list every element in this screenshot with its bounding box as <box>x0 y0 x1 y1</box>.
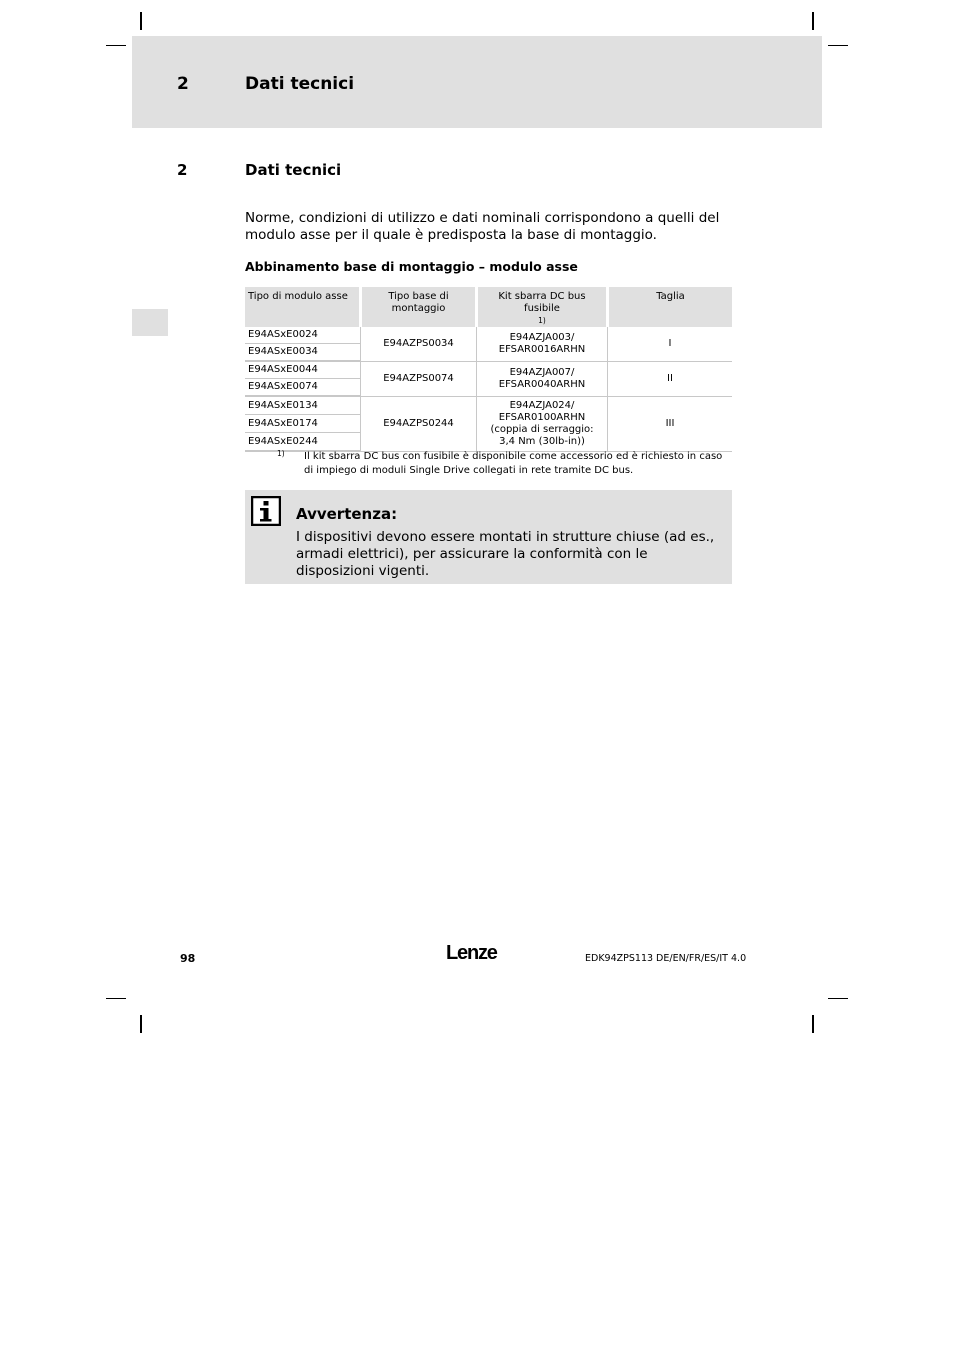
crop-mark <box>812 12 814 30</box>
footnote-text: Il kit sbarra DC bus con fusibile è disponibile come accessorio ed è richiesto in caso di impiego di moduli Single Drive collegati in rete tramite DC bus. <box>304 451 723 476</box>
module-type-cell: E94ASxE0044 <box>245 361 361 379</box>
crop-mark <box>106 45 126 46</box>
crop-mark <box>828 45 848 46</box>
footnote-mark: 1) <box>277 449 285 458</box>
kit-line: E94AZJA003/ <box>509 331 575 343</box>
kit-line: (coppia di serraggio: <box>490 423 594 435</box>
header-size: Taglia <box>608 287 733 327</box>
crop-mark <box>828 998 848 999</box>
base-type-cell: E94AZPS0074 <box>361 361 477 396</box>
header-base: Tipo base di montaggio <box>361 287 477 327</box>
page-number: 98 <box>180 952 196 965</box>
kit-line: EFSAR0100ARHN <box>498 411 586 423</box>
chapter-title: Dati tecnici <box>245 74 355 94</box>
module-type-cell: E94ASxE0134 <box>245 396 361 415</box>
kit-line: EFSAR0016ARHN <box>498 343 586 355</box>
document-code: EDK94ZPS113 DE/EN/FR/ES/IT 4.0 <box>585 953 747 964</box>
section-number: 2 <box>177 161 188 179</box>
module-type-cell: E94ASxE0074 <box>245 379 361 397</box>
note-title: Avvertenza: <box>296 505 398 523</box>
kit-cell <box>477 327 608 361</box>
kit-line: E94AZJA024/ <box>509 399 575 411</box>
kit-cell <box>477 361 608 396</box>
module-type-cell: E94ASxE0244 <box>245 433 361 452</box>
module-type-cell: E94ASxE0034 <box>245 344 361 362</box>
intro-paragraph: Norme, condizioni di utilizzo e dati nominali corrispondono a quelli del modulo asse per il quale è predisposta la base di montaggio. <box>245 210 720 243</box>
kit-line: 3,4 Nm (30lb-in)) <box>499 435 585 447</box>
header-type: Tipo di modulo asse <box>245 287 361 327</box>
kit-cell <box>477 396 608 451</box>
kit-line: E94AZJA007/ <box>509 366 575 378</box>
info-icon <box>251 496 281 526</box>
crop-mark <box>812 1015 814 1033</box>
size-cell: II <box>608 361 733 396</box>
module-type-cell: E94ASxE0174 <box>245 415 361 433</box>
size-cell: I <box>608 327 733 361</box>
chapter-side-tab <box>132 309 168 336</box>
section-title: Dati tecnici <box>245 161 342 179</box>
table-heading: Abbinamento base di montaggio – modulo asse <box>245 259 578 274</box>
table-row <box>245 396 732 415</box>
crop-mark <box>140 12 142 30</box>
header-kit-label: Kit sbarra DC bus fusibile <box>498 291 586 314</box>
table-row <box>245 361 732 379</box>
base-type-cell: E94AZPS0034 <box>361 327 477 361</box>
header-kit-footnote-ref: 1) <box>538 316 546 325</box>
chapter-number: 2 <box>177 74 189 94</box>
chapter-header-band <box>132 36 822 128</box>
crop-mark <box>140 1015 142 1033</box>
module-type-cell: E94ASxE0024 <box>245 327 361 344</box>
kit-line: EFSAR0040ARHN <box>498 378 586 390</box>
note-text: I dispositivi devono essere montati in strutture chiuse (ad es., armadi elettrici), per assicurare la conformità con le disposizioni vigenti. <box>296 529 715 579</box>
base-type-cell: E94AZPS0244 <box>361 396 477 451</box>
assignment-table <box>245 287 732 452</box>
table-row <box>245 327 732 344</box>
size-cell: III <box>608 396 733 451</box>
table-header-row <box>245 287 732 327</box>
crop-mark <box>106 998 126 999</box>
lenze-logo: Lenze <box>446 942 497 964</box>
header-kit <box>477 287 608 327</box>
